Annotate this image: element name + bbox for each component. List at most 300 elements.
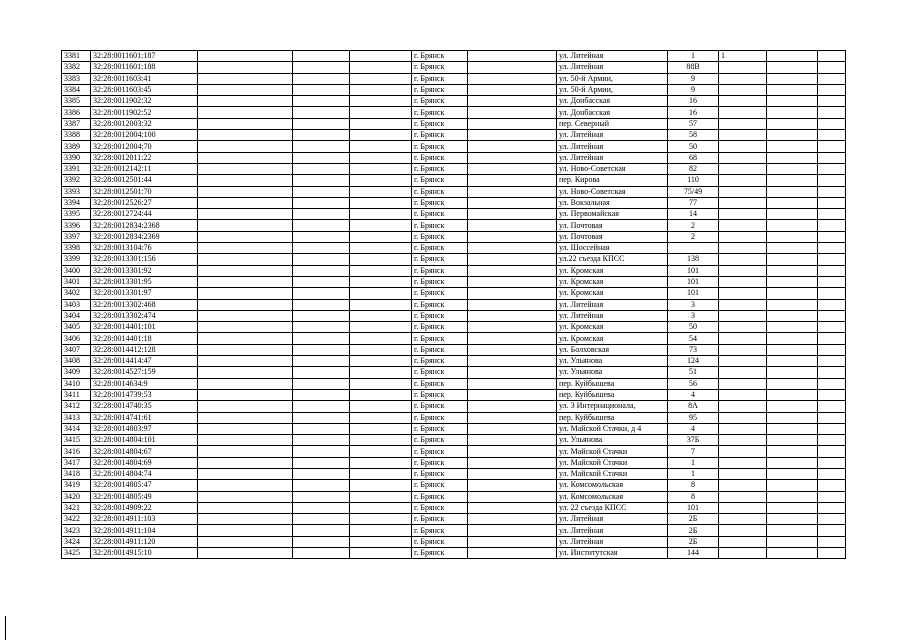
empty-cell (350, 333, 412, 344)
empty-cell (350, 502, 412, 513)
table-row (62, 254, 846, 265)
cadastral-number-cell: 32:28:0013301:156 (91, 254, 198, 265)
house-number-cell: 101 (668, 502, 719, 513)
cadastral-number-cell: 32:28:0014804:67 (91, 446, 198, 457)
empty-cell (293, 367, 350, 378)
empty-cell (350, 299, 412, 310)
row-number-cell: 3392 (62, 175, 91, 186)
empty-cell (350, 310, 412, 321)
table-row (62, 333, 846, 344)
empty-cell (293, 502, 350, 513)
empty-cell (818, 62, 846, 73)
house-number-cell: 124 (668, 356, 719, 367)
row-number-cell: 3425 (62, 548, 91, 559)
empty-cell (350, 243, 412, 254)
house-number-cell: 37Б (668, 435, 719, 446)
empty-cell (350, 231, 412, 242)
table-row (62, 322, 846, 333)
street-cell: ул. Ульянова (557, 356, 668, 367)
empty-cell (350, 130, 412, 141)
empty-cell (198, 299, 293, 310)
extra-cell (719, 502, 767, 513)
empty-cell (767, 299, 818, 310)
cadastral-number-cell: 32:28:0012834:2369 (91, 231, 198, 242)
empty-cell (198, 141, 293, 152)
street-cell: ул. Ново-Советская (557, 186, 668, 197)
empty-cell (468, 423, 557, 434)
empty-cell (293, 220, 350, 231)
street-cell: ул. Майской Стачки (557, 457, 668, 468)
table-row (62, 220, 846, 231)
empty-cell (468, 51, 557, 62)
empty-cell (350, 265, 412, 276)
row-number-cell: 3397 (62, 231, 91, 242)
extra-cell (719, 231, 767, 242)
row-number-cell: 3406 (62, 333, 91, 344)
empty-cell (293, 514, 350, 525)
empty-cell (350, 84, 412, 95)
house-number-cell: 50 (668, 322, 719, 333)
empty-cell (767, 130, 818, 141)
empty-cell (468, 220, 557, 231)
empty-cell (293, 356, 350, 367)
empty-cell (350, 288, 412, 299)
table-row (62, 118, 846, 129)
city-cell: г. Брянск (412, 62, 468, 73)
empty-cell (198, 525, 293, 536)
table-row (62, 96, 846, 107)
empty-cell (198, 446, 293, 457)
empty-cell (350, 536, 412, 547)
empty-cell (198, 243, 293, 254)
cadastral-number-cell: 32:28:0014401:18 (91, 333, 198, 344)
row-number-cell: 3409 (62, 367, 91, 378)
empty-cell (767, 220, 818, 231)
empty-cell (198, 356, 293, 367)
row-number-cell: 3420 (62, 491, 91, 502)
empty-cell (293, 423, 350, 434)
table-row (62, 548, 846, 559)
street-cell: ул. Литейная (557, 130, 668, 141)
city-cell: г. Брянск (412, 130, 468, 141)
empty-cell (350, 446, 412, 457)
cadastral-number-cell: 32:28:0014805:47 (91, 480, 198, 491)
empty-cell (293, 118, 350, 129)
table-row (62, 423, 846, 434)
cadastral-number-cell: 32:28:0014911:120 (91, 536, 198, 547)
empty-cell (818, 423, 846, 434)
house-number-cell (668, 243, 719, 254)
extra-cell (719, 152, 767, 163)
empty-cell (350, 367, 412, 378)
table-row (62, 163, 846, 174)
empty-cell (767, 51, 818, 62)
street-cell: ул. Кромская (557, 288, 668, 299)
table-row (62, 84, 846, 95)
city-cell: г. Брянск (412, 152, 468, 163)
cadastral-number-cell: 32:28:0014634:9 (91, 378, 198, 389)
empty-cell (767, 276, 818, 287)
empty-cell (818, 502, 846, 513)
street-cell: пер. Кирова (557, 175, 668, 186)
table-row (62, 107, 846, 118)
empty-cell (767, 423, 818, 434)
empty-cell (293, 130, 350, 141)
extra-cell (719, 548, 767, 559)
row-number-cell: 3388 (62, 130, 91, 141)
extra-cell (719, 310, 767, 321)
house-number-cell: 77 (668, 197, 719, 208)
empty-cell (767, 73, 818, 84)
empty-cell (350, 73, 412, 84)
empty-cell (818, 288, 846, 299)
empty-cell (818, 231, 846, 242)
empty-cell (350, 152, 412, 163)
cadastral-number-cell: 32:28:0012501:70 (91, 186, 198, 197)
table-row (62, 62, 846, 73)
empty-cell (468, 310, 557, 321)
empty-cell (293, 209, 350, 220)
cadastral-number-cell: 32:28:0014739:53 (91, 389, 198, 400)
extra-cell (719, 175, 767, 186)
extra-cell (719, 130, 767, 141)
empty-cell (350, 51, 412, 62)
empty-cell (818, 73, 846, 84)
city-cell: г. Брянск (412, 243, 468, 254)
empty-cell (198, 412, 293, 423)
city-cell: г. Брянск (412, 502, 468, 513)
street-cell: ул. Комсомольская (557, 491, 668, 502)
city-cell: г. Брянск (412, 356, 468, 367)
street-cell: ул. Кромская (557, 322, 668, 333)
empty-cell (293, 389, 350, 400)
extra-cell (719, 299, 767, 310)
empty-cell (468, 367, 557, 378)
empty-cell (293, 322, 350, 333)
cadastral-number-cell: 32:28:0014804:69 (91, 457, 198, 468)
street-cell: ул. Кромская (557, 265, 668, 276)
empty-cell (293, 254, 350, 265)
empty-cell (818, 548, 846, 559)
table-row (62, 186, 846, 197)
extra-cell (719, 367, 767, 378)
table-row (62, 435, 846, 446)
empty-cell (468, 435, 557, 446)
row-number-cell: 3423 (62, 525, 91, 536)
empty-cell (818, 254, 846, 265)
empty-cell (350, 401, 412, 412)
empty-cell (818, 163, 846, 174)
empty-cell (468, 152, 557, 163)
empty-cell (293, 84, 350, 95)
empty-cell (818, 491, 846, 502)
street-cell: ул. 3 Интернационала, (557, 401, 668, 412)
street-cell: ул. Почтовая (557, 220, 668, 231)
empty-cell (468, 378, 557, 389)
city-cell: г. Брянск (412, 548, 468, 559)
empty-cell (767, 197, 818, 208)
empty-cell (818, 322, 846, 333)
house-number-cell: 58 (668, 130, 719, 141)
city-cell: г. Брянск (412, 118, 468, 129)
table-row (62, 73, 846, 84)
city-cell: г. Брянск (412, 197, 468, 208)
row-number-cell: 3402 (62, 288, 91, 299)
street-cell: пер. Куйбышева (557, 412, 668, 423)
house-number-cell: 57 (668, 118, 719, 129)
empty-cell (468, 130, 557, 141)
city-cell: г. Брянск (412, 163, 468, 174)
empty-cell (293, 299, 350, 310)
empty-cell (767, 446, 818, 457)
empty-cell (350, 423, 412, 434)
cadastral-number-cell: 32:28:0014803:97 (91, 423, 198, 434)
row-number-cell: 3396 (62, 220, 91, 231)
city-cell: г. Брянск (412, 276, 468, 287)
city-cell: г. Брянск (412, 51, 468, 62)
empty-cell (350, 254, 412, 265)
empty-cell (198, 209, 293, 220)
empty-cell (767, 333, 818, 344)
empty-cell (767, 514, 818, 525)
cadastral-number-cell: 32:28:0013302:468 (91, 299, 198, 310)
empty-cell (350, 457, 412, 468)
house-number-cell: 101 (668, 276, 719, 287)
empty-cell (767, 480, 818, 491)
empty-cell (767, 502, 818, 513)
empty-cell (468, 457, 557, 468)
empty-cell (767, 96, 818, 107)
empty-cell (198, 152, 293, 163)
street-cell: ул. Литейная (557, 310, 668, 321)
table-row (62, 356, 846, 367)
empty-cell (293, 288, 350, 299)
cadastral-number-cell: 32:28:0014915:10 (91, 548, 198, 559)
empty-cell (767, 152, 818, 163)
table-row (62, 389, 846, 400)
table-row (62, 401, 846, 412)
row-number-cell: 3418 (62, 468, 91, 479)
table-row (62, 265, 846, 276)
empty-cell (350, 378, 412, 389)
street-cell: ул. Кромская (557, 276, 668, 287)
empty-cell (198, 186, 293, 197)
street-cell: ул. Комсомольская (557, 480, 668, 491)
house-number-cell: 2Б (668, 536, 719, 547)
empty-cell (818, 344, 846, 355)
street-cell: ул. Литейная (557, 152, 668, 163)
house-number-cell: 110 (668, 175, 719, 186)
cadastral-number-cell: 32:28:0013301:95 (91, 276, 198, 287)
house-number-cell: 16 (668, 96, 719, 107)
house-number-cell: 8А (668, 401, 719, 412)
street-cell: ул. Шоссейная (557, 243, 668, 254)
empty-cell (198, 423, 293, 434)
empty-cell (198, 288, 293, 299)
city-cell: г. Брянск (412, 491, 468, 502)
row-number-cell: 3389 (62, 141, 91, 152)
cadastral-number-cell: 32:28:0011603:41 (91, 73, 198, 84)
row-number-cell: 3394 (62, 197, 91, 208)
cadastral-number-cell: 32:28:0012724:44 (91, 209, 198, 220)
city-cell: г. Брянск (412, 389, 468, 400)
empty-cell (198, 265, 293, 276)
empty-cell (293, 310, 350, 321)
house-number-cell: 8 (668, 491, 719, 502)
city-cell: г. Брянск (412, 73, 468, 84)
cadastral-number-cell: 32:28:0014909:22 (91, 502, 198, 513)
street-cell: ул. Ульянова (557, 435, 668, 446)
empty-cell (468, 401, 557, 412)
empty-cell (767, 491, 818, 502)
empty-cell (293, 62, 350, 73)
empty-cell (468, 254, 557, 265)
house-number-cell: 54 (668, 333, 719, 344)
cadastral-number-cell: 32:28:0012142:11 (91, 163, 198, 174)
table-row (62, 152, 846, 163)
empty-cell (468, 73, 557, 84)
empty-cell (767, 84, 818, 95)
empty-cell (293, 333, 350, 344)
cadastral-number-cell: 32:28:0013104:76 (91, 243, 198, 254)
empty-cell (198, 310, 293, 321)
row-number-cell: 3383 (62, 73, 91, 84)
empty-cell (767, 141, 818, 152)
empty-cell (818, 446, 846, 457)
extra-cell (719, 378, 767, 389)
house-number-cell: 2 (668, 220, 719, 231)
house-number-cell: 7 (668, 446, 719, 457)
empty-cell (293, 378, 350, 389)
extra-cell (719, 265, 767, 276)
empty-cell (818, 209, 846, 220)
street-cell: ул. Кромская (557, 333, 668, 344)
empty-cell (818, 197, 846, 208)
house-number-cell: 101 (668, 288, 719, 299)
extra-cell (719, 491, 767, 502)
empty-cell (198, 389, 293, 400)
empty-cell (468, 118, 557, 129)
empty-cell (818, 130, 846, 141)
table-row (62, 446, 846, 457)
extra-cell (719, 118, 767, 129)
empty-cell (767, 548, 818, 559)
empty-cell (198, 73, 293, 84)
city-cell: г. Брянск (412, 446, 468, 457)
empty-cell (350, 514, 412, 525)
table-row (62, 209, 846, 220)
empty-cell (293, 446, 350, 457)
empty-cell (818, 333, 846, 344)
house-number-cell: 68 (668, 152, 719, 163)
table-row (62, 197, 846, 208)
empty-cell (198, 163, 293, 174)
row-number-cell: 3405 (62, 322, 91, 333)
empty-cell (198, 536, 293, 547)
row-number-cell: 3422 (62, 514, 91, 525)
house-number-cell: 88В (668, 62, 719, 73)
empty-cell (198, 107, 293, 118)
empty-cell (767, 356, 818, 367)
empty-cell (468, 491, 557, 502)
extra-cell (719, 288, 767, 299)
empty-cell (198, 62, 293, 73)
empty-cell (350, 96, 412, 107)
registry-table-body (62, 51, 846, 559)
row-number-cell: 3413 (62, 412, 91, 423)
extra-cell (719, 356, 767, 367)
table-row (62, 491, 846, 502)
empty-cell (468, 288, 557, 299)
street-cell: ул. 22 съезда КПСС (557, 502, 668, 513)
empty-cell (350, 209, 412, 220)
empty-cell (350, 107, 412, 118)
city-cell: г. Брянск (412, 412, 468, 423)
empty-cell (198, 435, 293, 446)
empty-cell (818, 389, 846, 400)
empty-cell (818, 84, 846, 95)
extra-cell (719, 412, 767, 423)
street-cell: пер. Куйбышева (557, 378, 668, 389)
empty-cell (767, 107, 818, 118)
row-number-cell: 3404 (62, 310, 91, 321)
empty-cell (767, 186, 818, 197)
table-row (62, 276, 846, 287)
extra-cell (719, 468, 767, 479)
empty-cell (198, 378, 293, 389)
empty-cell (468, 84, 557, 95)
empty-cell (818, 118, 846, 129)
table-row (62, 51, 846, 62)
city-cell: г. Брянск (412, 288, 468, 299)
extra-cell (719, 401, 767, 412)
city-cell: г. Брянск (412, 231, 468, 242)
empty-cell (767, 322, 818, 333)
row-number-cell: 3403 (62, 299, 91, 310)
house-number-cell: 2 (668, 231, 719, 242)
empty-cell (468, 322, 557, 333)
empty-cell (198, 130, 293, 141)
city-cell: г. Брянск (412, 468, 468, 479)
street-cell: ул. Ново-Советская (557, 163, 668, 174)
row-number-cell: 3393 (62, 186, 91, 197)
empty-cell (468, 175, 557, 186)
empty-cell (198, 344, 293, 355)
house-number-cell: 16 (668, 107, 719, 118)
empty-cell (198, 51, 293, 62)
empty-cell (818, 276, 846, 287)
empty-cell (767, 525, 818, 536)
empty-cell (468, 299, 557, 310)
empty-cell (198, 491, 293, 502)
city-cell: г. Брянск (412, 299, 468, 310)
empty-cell (293, 491, 350, 502)
empty-cell (293, 457, 350, 468)
house-number-cell: 82 (668, 163, 719, 174)
house-number-cell: 75/49 (668, 186, 719, 197)
city-cell: г. Брянск (412, 333, 468, 344)
row-number-cell: 3415 (62, 435, 91, 446)
street-cell: пер. Северный (557, 118, 668, 129)
empty-cell (350, 548, 412, 559)
empty-cell (293, 73, 350, 84)
street-cell: ул. Майской Стачки, д 4 (557, 423, 668, 434)
empty-cell (350, 220, 412, 231)
table-row (62, 378, 846, 389)
empty-cell (293, 186, 350, 197)
empty-cell (818, 367, 846, 378)
empty-cell (767, 468, 818, 479)
